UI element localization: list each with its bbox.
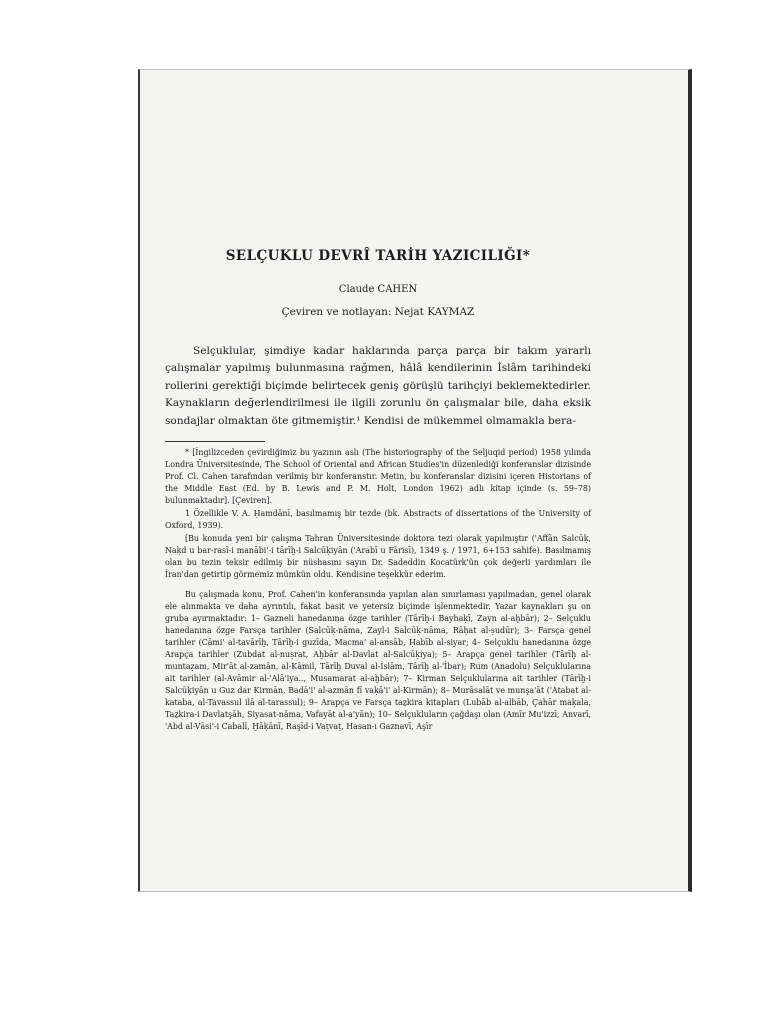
footnote-bracket: [Bu konuda yeni bir çalışma Tahran Üniversitesinde doktora tezi olarak yapılmıştır ('Affān Salcūḳ, Naḳd u bar-rasī-i manābi'-i tārīḫ-i Salcūḳiyān ('Arabī u Fārisī), 1349 ş. / 1971, 6+153 sahife). Basılmamış olan bu tezin teksir edilmiş bir nüshasını sayın Dr. Sadeddin Kocatürk'ün çok değerli yardımları ile İran'dan getirtip görmemiz mümkün oldu. Kendisine teşekkür ederim. xyxy=(165,534,591,580)
footnote-1: 1 Özellikle V. A. Ḥamdānī, basılmamış bir tezde (bk. Abstracts of dissertations of the University of Oxford, 1939). xyxy=(165,509,591,531)
footnote-star: * [İngilizceden çevirdiğimiz bu yazının aslı (The historiography of the Seljuqid period) 1958 yılında Londra Üniversitesinde, The School of Oriental and African Studies'in düzenlediği konferanslar dizisinde Prof. Cl. Cahen tarafından verilmiş bir konferanstır. Metin, bu konferanslar dizisini içeren Historians of the Middle East (Ed. by B. Lewis and P. M. Holt, London 1962) adlı kitap içinde (s. 59–78) bulunmaktadır]. [Çeviren]. xyxy=(165,448,591,506)
footnote-summary: Bu çalışmada konu, Prof. Cahen'in konferansında yapılan alan sınırlaması yapılmadan, genel olarak ele alınmakta ve daha ayrıntılı, fakat basit ve yetersiz biçimde işlenmektedir. Yazar kaynakları şu on gruba ayırmaktadır: 1– Gazneli hanedanına özge tarihler (Tārīḫ-i Bayhaḳī, Zayn al-aḫbār); 2– Selçuklu hanedanına özge Farsça tarihler (Salcūḳ-nāma, Zayl-i Salcūḳ-nāma, Rāḥat al-ṣudūr); 3– Farsça genel tarihler (Cāmi' al-tavārīḫ, Tārīḫ-i guzīda, Macma' al-ansāb, Ḥabīb al-siyar; 4– Selçuklu hanedanına özge Arapça tarihler (Zubdat al-nuṣrat, Aḫbār al-Davlat al-Salcūḳiya); 5– Arapça genel tarihler (Tārīḫ al-muntaẓam, Mir'āt al-zamān, al-Kāmil, Tārīḫ Duval al-İslām, Tārīḫ al-'İbar); Rum (Anadolu) Selçuklularına ait tarihler (al-Avāmir al-'Alā'iya.., Musamarat al-aḫbār); 7– Kirman Selçuklularına ait tarihler (Tārīḫ-i Salcūḳiyān u Guz dar Kirmān, Badā'i' al-azmān fī vaḳā'i' al-Kirmān); 8– Murāsalāt ve munşa'āt ('Atabat al-kataba, al-Tavassul ilā al-tarassul); 9– Arapça ve Farsça taẕkira kitapları (Lubāb al-albāb, Çahār maḳala, Taẕkira-i Davlatşāh, Siyasat-nāma, Vafayāt al-a'yān); 10– Selçukluların çağdaşı olan (Amīr Mu'izzī, Anvarī, 'Abd al-Vāsi'-i Cabalī, Ḫāḳānī, Raşīd-i Vaṭvaṭ, Hasan-ı Gaznavī, Aşīr xyxy=(165,590,591,732)
article-title: SELÇUKLU DEVRÎ TARİH YAZICILIĞI* xyxy=(225,248,531,264)
footnote-divider xyxy=(165,441,265,442)
translator-line: Çeviren ve notlayan: Nejat KAYMAZ xyxy=(281,306,475,318)
page-content xyxy=(165,248,591,733)
author-name: Claude CAHEN xyxy=(338,284,418,295)
body-paragraph: Selçuklular, şimdiye kadar haklarında parça parça bir takım yararlı çalışmalar yapılmış bulunmasına rağmen, hâlâ kendilerinin İslâm tarihindeki rollerini gerektiği biçimde belirtecek geniş görüşlü tarihçiyi beklemektedirler. Kaynakların değerlendirilmesi ile ilgili zorunlu ön çalışmalar bile, daha eksik sondajlar olmaktan öte gitmemiştir.¹ Kendisi de mükemmel olmamakla bera- xyxy=(165,345,591,427)
